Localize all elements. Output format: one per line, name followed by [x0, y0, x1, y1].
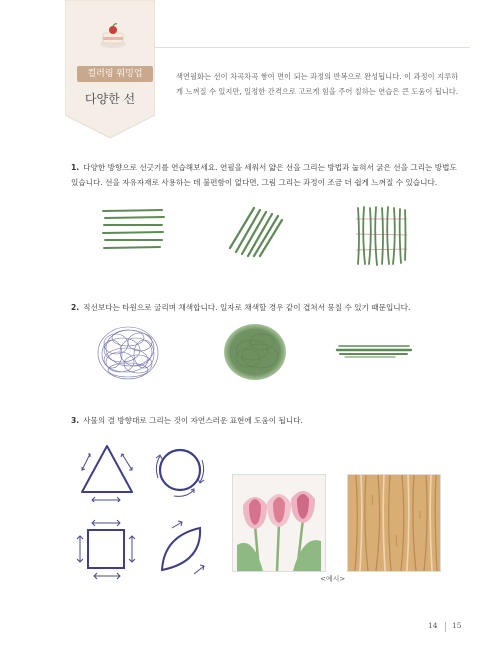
step-1 [71, 160, 461, 190]
scribble-circles-sample [92, 322, 164, 384]
example-caption: <예시> [320, 575, 346, 583]
tulip-example-image [232, 474, 326, 572]
step-3-text: 사물의 결 방향대로 그리는 것이 자연스러운 표현에 도움이 됩니다. [83, 416, 303, 425]
circle-direction-diagram [150, 440, 212, 502]
step-1-text: 다양한 방향으로 선긋기를 연습해보세요. 연필을 세워서 얇은 선을 그리는 방법과 눕혀서 굵은 선을 그리는 방법도 있습니다. 선을 자유자재로 사용하는 데 불편함이 없다면, 그림 그리는 과정이 조금 더 쉽게 느껴질 수 있습니다. [71, 163, 457, 187]
page-number-right: 15 [452, 621, 462, 630]
straight-fill-sample [335, 342, 415, 362]
step-3-number: 3. [71, 416, 80, 425]
intro-text: 색연필화는 선이 차곡차곡 쌓여 면이 되는 과정의 반복으로 완성됩니다. 이 과정이 지루하게 느껴질 수 있지만, 일정한 간격으로 고르게 힘을 주어 칠하는 연습은 큰 도움이 됩니다. [176, 72, 459, 96]
diagonal-lines-sample [226, 200, 286, 260]
leaf-direction-diagram [150, 518, 216, 580]
step-2-number: 2. [71, 303, 80, 312]
step-1-number: 1. [71, 163, 80, 172]
vertical-lines-sample [352, 204, 412, 268]
section-title: 다양한 선 [84, 92, 136, 106]
step-2 [71, 300, 461, 315]
square-direction-diagram [72, 518, 142, 580]
page-number-left: 14 [428, 621, 438, 630]
wood-grain-example-image [347, 474, 441, 572]
horizontal-lines-sample [100, 205, 170, 255]
triangle-direction-diagram [72, 440, 142, 502]
top-divider [155, 47, 470, 48]
tag-label: 컬러링 워밍업 [77, 66, 153, 82]
cake-icon [98, 22, 128, 50]
step-3 [71, 413, 461, 428]
page-number-divider [445, 622, 446, 632]
shaded-circle-sample [222, 322, 288, 382]
step-2-text: 직선보다는 타원으로 굴리며 채색합니다. 일자로 채색할 경우 같이 겹쳐서 뭉칠 수 있기 때문입니다. [83, 303, 411, 312]
